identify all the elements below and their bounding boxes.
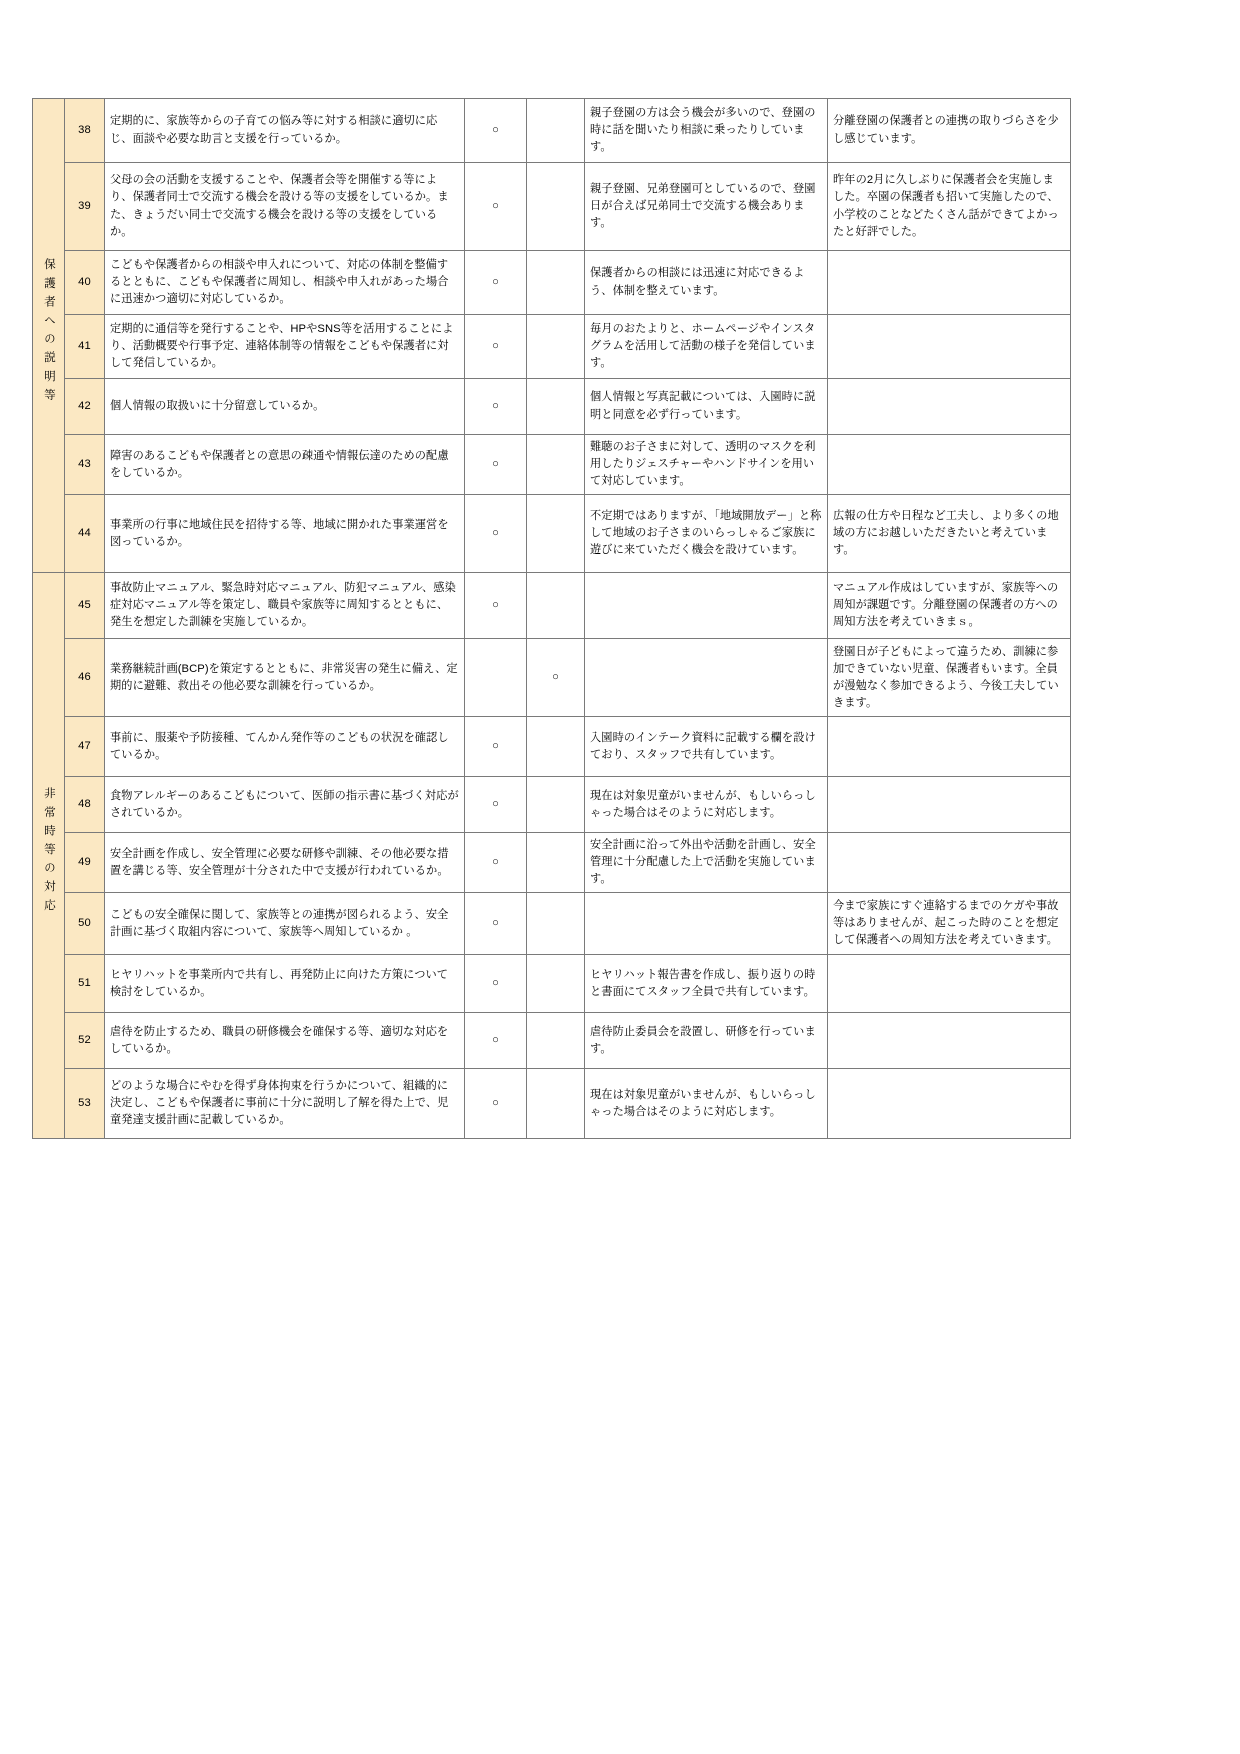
row-comment: 難聴のお子さまに対して、透明のマスクを利用したりジェスチャーやハンドサインを用いて対応しています。 xyxy=(585,435,828,495)
row-number: 45 xyxy=(65,573,105,639)
row-no-mark xyxy=(527,1069,585,1139)
row-task xyxy=(828,251,1071,315)
table-row xyxy=(33,717,1071,777)
row-comment xyxy=(585,639,828,717)
row-item-text: 安全計画を作成し、安全管理に必要な研修や訓練、その他必要な措置を講じる等、安全管理が十分された中で支援が行われているか。 xyxy=(105,833,465,893)
row-number: 48 xyxy=(65,777,105,833)
row-number: 40 xyxy=(65,251,105,315)
row-item-text: 事業所の行事に地域住民を招待する等、地域に開かれた事業運営を図っているか。 xyxy=(105,495,465,573)
row-yes-mark: ○ xyxy=(465,251,527,315)
category-label-text: 保護者への説明等 xyxy=(42,258,56,407)
row-comment: ヒヤリハット報告書を作成し、振り返りの時と書面にてスタッフ全員で共有しています。 xyxy=(585,955,828,1013)
table-row xyxy=(33,1013,1071,1069)
row-no-mark xyxy=(527,1013,585,1069)
row-no-mark xyxy=(527,435,585,495)
row-no-mark xyxy=(527,163,585,251)
row-yes-mark: ○ xyxy=(465,379,527,435)
row-task: 分離登園の保護者との連携の取りづらさを少し感じています。 xyxy=(828,99,1071,163)
row-no-mark xyxy=(527,573,585,639)
row-comment: 安全計画に沿って外出や活動を計画し、安全管理に十分配慮した上で活動を実施しています。 xyxy=(585,833,828,893)
row-comment: 親子登園の方は会う機会が多いので、登園の時に話を聞いたり相談に乗ったりしています。 xyxy=(585,99,828,163)
row-number: 43 xyxy=(65,435,105,495)
row-number: 41 xyxy=(65,315,105,379)
row-task xyxy=(828,717,1071,777)
row-number: 46 xyxy=(65,639,105,717)
row-no-mark xyxy=(527,251,585,315)
row-comment: 現在は対象児童がいませんが、もしいらっしゃった場合はそのように対応します。 xyxy=(585,777,828,833)
row-yes-mark: ○ xyxy=(465,573,527,639)
row-number: 39 xyxy=(65,163,105,251)
row-number: 38 xyxy=(65,99,105,163)
row-task xyxy=(828,955,1071,1013)
row-yes-mark xyxy=(465,639,527,717)
row-item-text: 虐待を防止するため、職員の研修機会を確保する等、適切な対応をしているか。 xyxy=(105,1013,465,1069)
row-comment xyxy=(585,573,828,639)
table-row xyxy=(33,251,1071,315)
table-row xyxy=(33,435,1071,495)
row-item-text: こどもの安全確保に関して、家族等との連携が図られるよう、安全計画に基づく取組内容について、家族等へ周知しているか 。 xyxy=(105,893,465,955)
row-no-mark xyxy=(527,99,585,163)
row-item-text: ヒヤリハットを事業所内で共有し、再発防止に向けた方策について検討をしているか。 xyxy=(105,955,465,1013)
row-item-text: 事故防止マニュアル、緊急時対応マニュアル、防犯マニュアル、感染症対応マニュアル等を策定し、職員や家族等に周知するとともに、発生を想定した訓練を実施しているか。 xyxy=(105,573,465,639)
row-item-text: 業務継続計画(BCP)を策定するとともに、非常災害の発生に備え、定期的に避難、救出その他必要な訓練を行っているか。 xyxy=(105,639,465,717)
table-row xyxy=(33,833,1071,893)
row-no-mark xyxy=(527,315,585,379)
row-yes-mark: ○ xyxy=(465,717,527,777)
row-task: マニュアル作成はしていますが、家族等への周知が課題です。分離登園の保護者の方への周知方法を考えていきまｓ。 xyxy=(828,573,1071,639)
row-comment: 個人情報と写真記載については、入園時に説明と同意を必ず行っています。 xyxy=(585,379,828,435)
row-number: 49 xyxy=(65,833,105,893)
row-number: 52 xyxy=(65,1013,105,1069)
row-item-text: 父母の会の活動を支援することや、保護者会等を開催する等により、保護者同士で交流する機会を設ける等の支援をしているか。また、きょうだい同士で交流する機会を設ける等の支援をしているか。 xyxy=(105,163,465,251)
row-yes-mark: ○ xyxy=(465,955,527,1013)
table-row xyxy=(33,955,1071,1013)
row-item-text: 個人情報の取扱いに十分留意しているか。 xyxy=(105,379,465,435)
row-task: 今まで家族にすぐ連絡するまでのケガや事故等はありませんが、起こった時のことを想定して保護者への周知方法を考えていきます。 xyxy=(828,893,1071,955)
row-task xyxy=(828,379,1071,435)
table-row xyxy=(33,573,1071,639)
row-number: 51 xyxy=(65,955,105,1013)
row-comment: 現在は対象児童がいませんが、もしいらっしゃった場合はそのように対応します。 xyxy=(585,1069,828,1139)
row-no-mark xyxy=(527,717,585,777)
row-number: 47 xyxy=(65,717,105,777)
row-no-mark xyxy=(527,955,585,1013)
row-task xyxy=(828,435,1071,495)
table-row xyxy=(33,777,1071,833)
row-task: 登園日が子どもによって違うため、訓練に参加できていない児童、保護者もいます。全員が漫勉なく参加できるよう、今後工夫していきます。 xyxy=(828,639,1071,717)
row-yes-mark: ○ xyxy=(465,495,527,573)
table-row xyxy=(33,99,1071,163)
row-yes-mark: ○ xyxy=(465,163,527,251)
row-comment: 保護者からの相談には迅速に対応できるよう、体制を整えています。 xyxy=(585,251,828,315)
row-number: 50 xyxy=(65,893,105,955)
row-task: 広報の仕方や日程など工夫し、より多くの地域の方にお越しいただきたいと考えています。 xyxy=(828,495,1071,573)
row-no-mark xyxy=(527,379,585,435)
row-item-text: 事前に、服薬や予防接種、てんかん発作等のこどもの状況を確認しているか。 xyxy=(105,717,465,777)
table-row xyxy=(33,893,1071,955)
row-yes-mark: ○ xyxy=(465,833,527,893)
row-no-mark xyxy=(527,893,585,955)
row-task xyxy=(828,833,1071,893)
row-item-text: 定期的に、家族等からの子育ての悩み等に対する相談に適切に応じ、面談や必要な助言と支援を行っているか。 xyxy=(105,99,465,163)
row-yes-mark: ○ xyxy=(465,435,527,495)
row-item-text: 障害のあるこどもや保護者との意思の疎通や情報伝達のための配慮をしているか。 xyxy=(105,435,465,495)
row-comment: 不定期ではありますが、「地域開放デー」と称して地域のお子さまのいらっしゃるご家族に遊びに来ていただく機会を設けています。 xyxy=(585,495,828,573)
row-item-text: 食物アレルギーのあるこどもについて、医師の指示書に基づく対応がされているか。 xyxy=(105,777,465,833)
row-yes-mark: ○ xyxy=(465,1069,527,1139)
row-yes-mark: ○ xyxy=(465,1013,527,1069)
row-item-text: こどもや保護者からの相談や申入れについて、対応の体制を整備するとともに、こどもや保護者に周知し、相談や申入れがあった場合に迅速かつ適切に対応しているか。 xyxy=(105,251,465,315)
table-row xyxy=(33,639,1071,717)
row-comment: 親子登園、兄弟登園可としているので、登園日が合えば兄弟同士で交流する機会あります。 xyxy=(585,163,828,251)
row-task: 昨年の2月に久しぶりに保護者会を実施しました。卒園の保護者も招いて実施したので、小学校のことなどたくさん話ができてよかったと好評でした。 xyxy=(828,163,1071,251)
row-task xyxy=(828,1013,1071,1069)
table-row xyxy=(33,1069,1071,1139)
category-label-1 xyxy=(33,99,65,573)
category-label-2 xyxy=(33,573,65,1139)
row-task xyxy=(828,315,1071,379)
row-comment: 虐待防止委員会を設置し、研修を行っています。 xyxy=(585,1013,828,1069)
self-evaluation-table xyxy=(32,98,1071,1139)
row-yes-mark: ○ xyxy=(465,777,527,833)
row-task xyxy=(828,777,1071,833)
row-item-text: 定期的に通信等を発行することや、HPやSNS等を活用することにより、活動概要や行事予定、連絡体制等の情報をこどもや保護者に対して発信しているか。 xyxy=(105,315,465,379)
row-comment: 毎月のおたよりと、ホームページやインスタグラムを活用して活動の様子を発信しています。 xyxy=(585,315,828,379)
table-row xyxy=(33,315,1071,379)
table-row xyxy=(33,379,1071,435)
row-comment: 入園時のインテーク資料に記載する欄を設けており、スタッフで共有しています。 xyxy=(585,717,828,777)
row-number: 42 xyxy=(65,379,105,435)
row-comment xyxy=(585,893,828,955)
row-task xyxy=(828,1069,1071,1139)
row-number: 53 xyxy=(65,1069,105,1139)
category-label-text: 非常時等の対応 xyxy=(42,787,56,918)
row-no-mark: ○ xyxy=(527,639,585,717)
row-no-mark xyxy=(527,495,585,573)
row-yes-mark: ○ xyxy=(465,893,527,955)
table-row xyxy=(33,495,1071,573)
row-yes-mark: ○ xyxy=(465,99,527,163)
table-row xyxy=(33,163,1071,251)
row-no-mark xyxy=(527,777,585,833)
row-no-mark xyxy=(527,833,585,893)
row-yes-mark: ○ xyxy=(465,315,527,379)
row-number: 44 xyxy=(65,495,105,573)
row-item-text: どのような場合にやむを得ず身体拘束を行うかについて、組織的に決定し、こどもや保護者に事前に十分に説明し了解を得た上で、児童発達支援計画に記載しているか。 xyxy=(105,1069,465,1139)
